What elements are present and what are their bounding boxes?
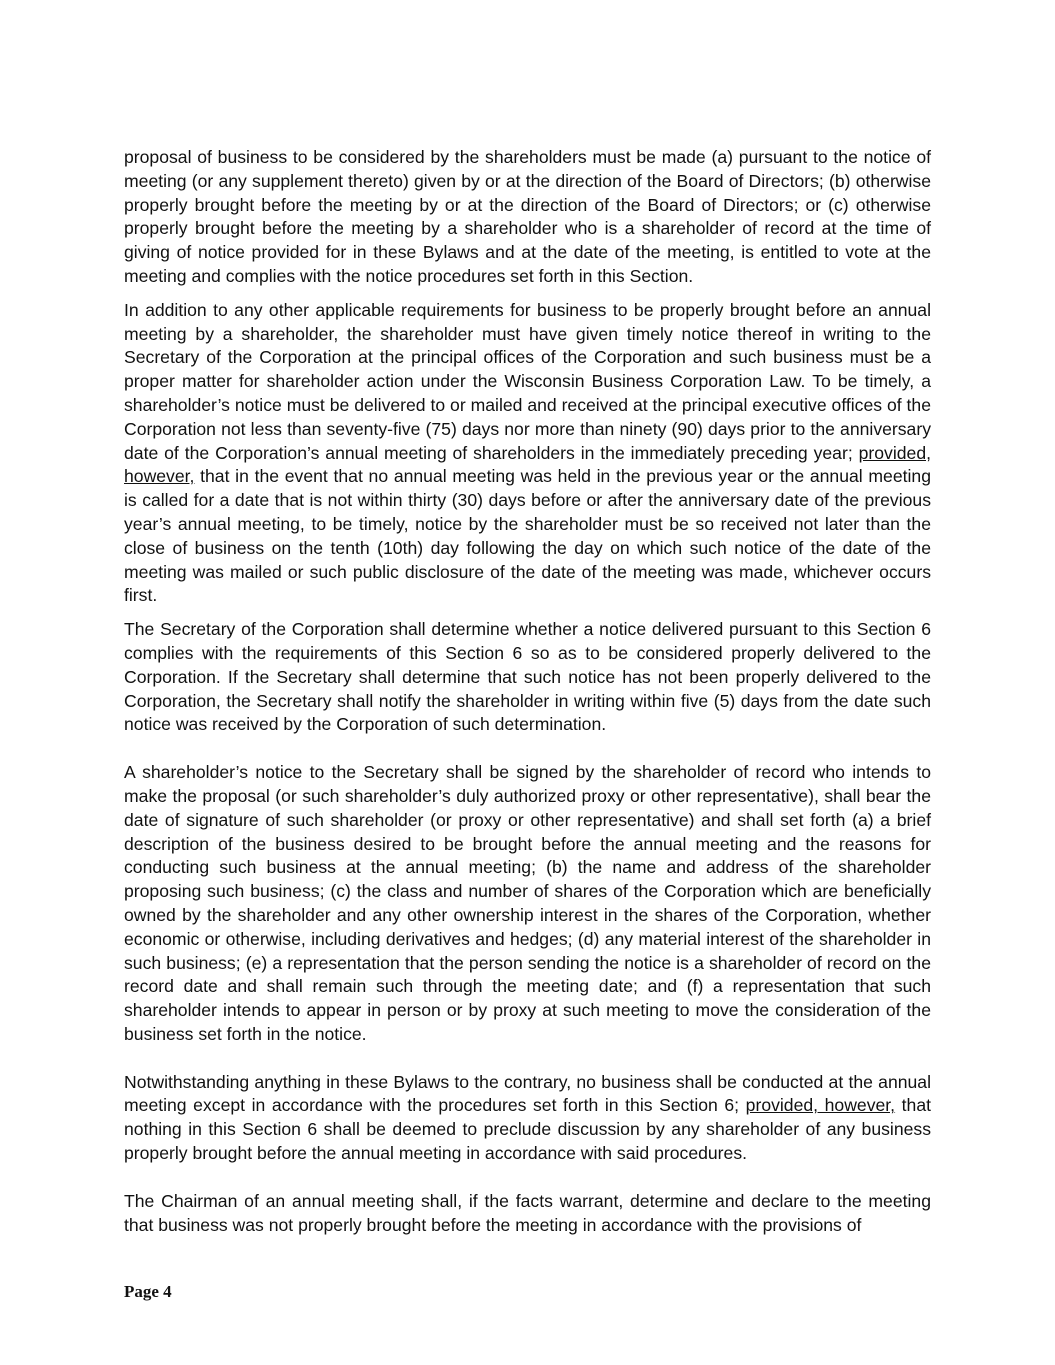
- paragraph-secretary-determination: The Secretary of the Corporation shall determine whether a notice delivered pursuant to this Section 6 complies with the requirements of this Section 6 so as to be considered properly delivered to the Corporation. If the Secretary shall determine that such notice has not been properly delivered to the Corporation, the Secretary shall notify the shareholder in writing within five (5) days from the date such notice was received by the Corporation of such determination.: [124, 619, 931, 735]
- paragraph-notwithstanding-text-a: Notwithstanding anything in these Bylaws to the contrary, no business shall be conducted at the annual meeting except in accordance with the procedures set forth in this Section 6;: [124, 1071, 931, 1116]
- page-number: Page 4: [124, 1282, 172, 1301]
- paragraph-shareholder-notice-contents: A shareholder’s notice to the Secretary shall be signed by the shareholder of record who intends to make the proposal (or such shareholder’s duly authorized proxy or other representative), shall bear the date of signature of such shareholder (or proxy or other representative) and shall set forth (a) a brief description of the business desired to be brought before the annual meeting and the reasons for conducting such business at the annual meeting; (b) the name and address of the shareholder proposing such business; (c) the class and number of shares of the Corporation which are beneficially owned by the shareholder and any other ownership interest in the shares of the Corporation, whether economic or otherwise, including derivatives and hedges; (d) any material interest of the shareholder in such business; (e) a representation that the person sending the notice is a shareholder of record on the record date and shall remain such through the meeting date; and (f) a representation that such shareholder intends to appear in person or by proxy at such meeting to move the consideration of the business set forth in the notice.: [124, 762, 931, 1044]
- provided-however-underlined: provided, however,: [745, 1095, 896, 1116]
- paragraph-chairman-determination: The Chairman of an annual meeting shall, if the facts warrant, determine and declare to the meeting that business was not properly brought before the meeting in accordance with the provisions of: [124, 1190, 931, 1235]
- document-body: [124, 146, 931, 1237]
- paragraph-notwithstanding-text-b: that nothing in this Section 6 shall be deemed to preclude discussion by any shareholder of any business properly brought before the annual meeting in accordance with said procedures.: [124, 1095, 932, 1164]
- paragraph-timely-notice-text-b: that in the event that no annual meeting was held in the previous year or the annual meeting is called for a date that is not within thirty (30) days before or after the anniversary date of the previous year’s annual meeting, to be timely, notice by the shareholder must be so received not later than the close of business on the tenth (10th) day following the day on which such notice of the date of the meeting was mailed or such public disclosure of the date of the meeting was made, whichever occurs first.: [124, 466, 931, 606]
- paragraph-timely-notice-text-a: In addition to any other applicable requirements for business to be properly brought before an annual meeting by a shareholder, the shareholder must have given timely notice thereof in writing to the Secretary of the Corporation at the principal offices of the Corporation and such business must be a proper matter for shareholder action under the Wisconsin Business Corporation Law. To be timely, a shareholder’s notice must be delivered to or mailed and received at the principal executive offices of the Corporation not less than seventy-five (75) days nor more than ninety (90) days prior to the anniversary date of the Corporation’s annual meeting of shareholders in the immediately preceding year;: [124, 299, 931, 463]
- paragraph-notwithstanding: [124, 1071, 931, 1166]
- paragraph-timely-notice: [124, 299, 931, 608]
- provided-however-underlined: provided, however,: [124, 442, 931, 487]
- paragraph-proposal-of-business: proposal of business to be considered by the shareholders must be made (a) pursuant to the notice of meeting (or any supplement thereto) given by or at the direction of the Board of Directors; (b) otherwise properly brought before the meeting by or at the direction of the Board of Directors; or (c) otherwise properly brought before the meeting by a shareholder who is a shareholder of record at the time of giving of notice provided for in these Bylaws and at the date of the meeting, is entitled to vote at the meeting and complies with the notice procedures set forth in this Section.: [124, 147, 931, 286]
